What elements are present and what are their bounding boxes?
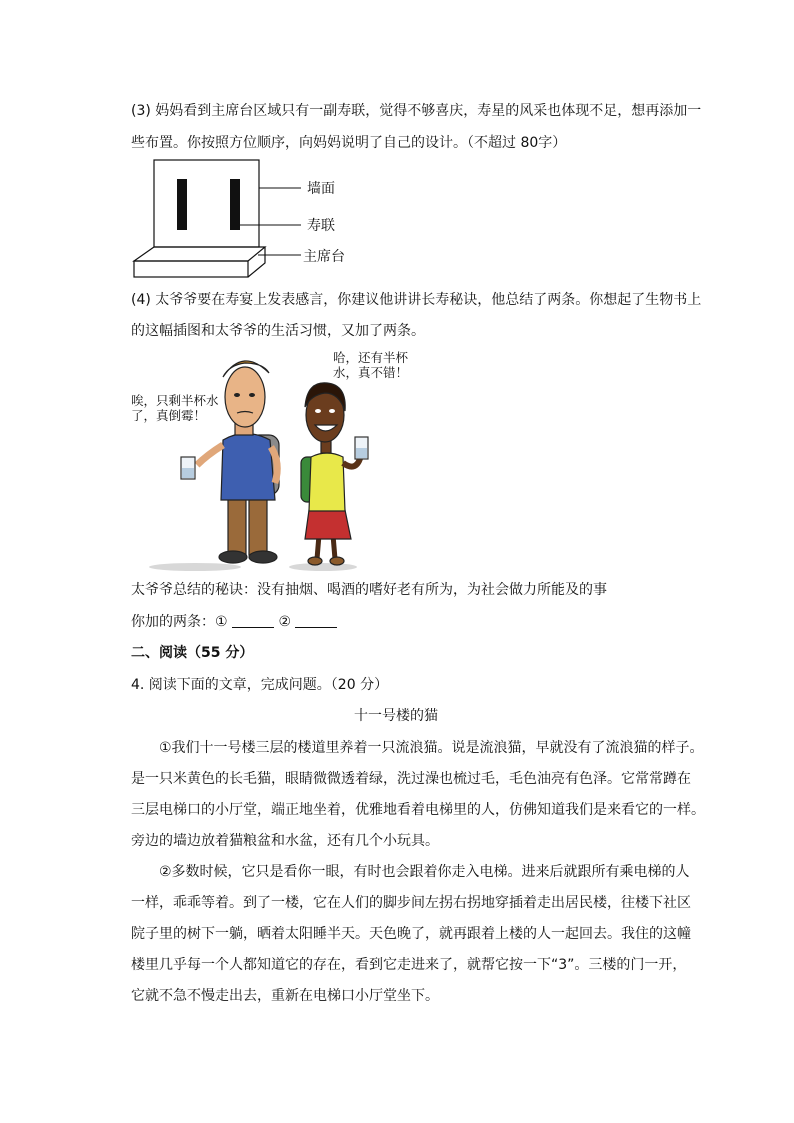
half-glass-cartoon (125, 345, 409, 570)
section-heading: 二、阅读（55 分） (131, 645, 254, 661)
platform-front (134, 261, 248, 277)
platform-diagram (120, 155, 380, 285)
p2-line-4: 楼里几乎每一个人都知道它的存在，看到它走进来了，就帮它按一下“3”。三楼的门一开， (131, 957, 687, 973)
added-two-line (131, 612, 337, 632)
q4-line-2: 的这幅插图和太爷爷的生活习惯，又加了两条。 (131, 323, 425, 339)
q3-line-1: (3) 妈妈看到主席台区域只有一副寿联，觉得不够喜庆，寿星的风采也体现不足，想再添加一 (131, 103, 702, 119)
q4-line-1: (4) 太爷爷要在寿宴上发表感言，你建议他讲讲长寿秘诀，他总结了两条。你想起了生物书上 (131, 292, 702, 308)
platform-top (134, 247, 265, 261)
wall-rect (154, 160, 259, 247)
q3-line-2: 些布置。你按照方位顺序，向妈妈说明了自己的设计。（不超过 80字） (131, 135, 567, 151)
woman-bubble-line-1: 哈，还有半杯 (333, 350, 409, 365)
couplet-left (177, 179, 187, 230)
reading-instruction: 4. 阅读下面的文章，完成问题。（20 分） (131, 677, 389, 693)
platform-side (248, 247, 265, 277)
added-mid: ② (278, 614, 292, 630)
secret-line: 太爷爷总结的秘诀：没有抽烟、喝酒的嗜好老有所为，为社会做力所能及的事 (131, 582, 607, 598)
man-bubble-line-2: 了，真倒霉！ (131, 408, 207, 423)
p2-line-1: ②多数时候，它只是看你一眼，有时也会跟着你走入电梯。进来后就跟所有乘电梯的人 (159, 864, 690, 880)
p2-line-3: 院子里的树下一躺，晒着太阳睡半天。天色晚了，就再跟着上楼的人一起回去。我住的这幢 (131, 926, 691, 942)
p1-line-1: ①我们十一号楼三层的楼道里养着一只流浪猫。说是流浪猫，早就没有了流浪猫的样子。 (159, 740, 704, 756)
answer-blank-2[interactable] (295, 613, 337, 628)
article-title: 十一号楼的猫 (354, 708, 438, 724)
woman-bubble-line-2: 水，真不错！ (333, 365, 409, 380)
p1-line-2: 是一只米黄色的长毛猫，眼睛微微透着绿，洗过澡也梳过毛，毛色油亮有色泽。它常常蹲在 (131, 771, 691, 787)
added-prefix: 你加的两条：① (131, 614, 228, 630)
man-bubble-line-1: 唉，只剩半杯水 (131, 393, 219, 408)
label-wall: 墙面 (307, 181, 335, 197)
woman-figure (289, 383, 368, 571)
p1-line-4: 旁边的墙边放着猫粮盆和水盆，还有几个小玩具。 (131, 833, 439, 849)
label-couplet: 寿联 (307, 218, 335, 234)
p2-line-5: 它就不急不慢走出去，重新在电梯口小厅堂坐下。 (131, 988, 439, 1004)
label-platform: 主席台 (303, 249, 345, 265)
p2-line-2: 一样，乖乖等着。到了一楼，它在人们的脚步间左拐右拐地穿插着走出居民楼，往楼下社区 (131, 895, 691, 911)
couplet-right (230, 179, 240, 230)
answer-blank-1[interactable] (232, 613, 274, 628)
p1-line-3: 三层电梯口的小厅堂，端正地坐着，优雅地看着电梯里的人，仿佛知道我们是来看它的一样。 (131, 802, 705, 818)
